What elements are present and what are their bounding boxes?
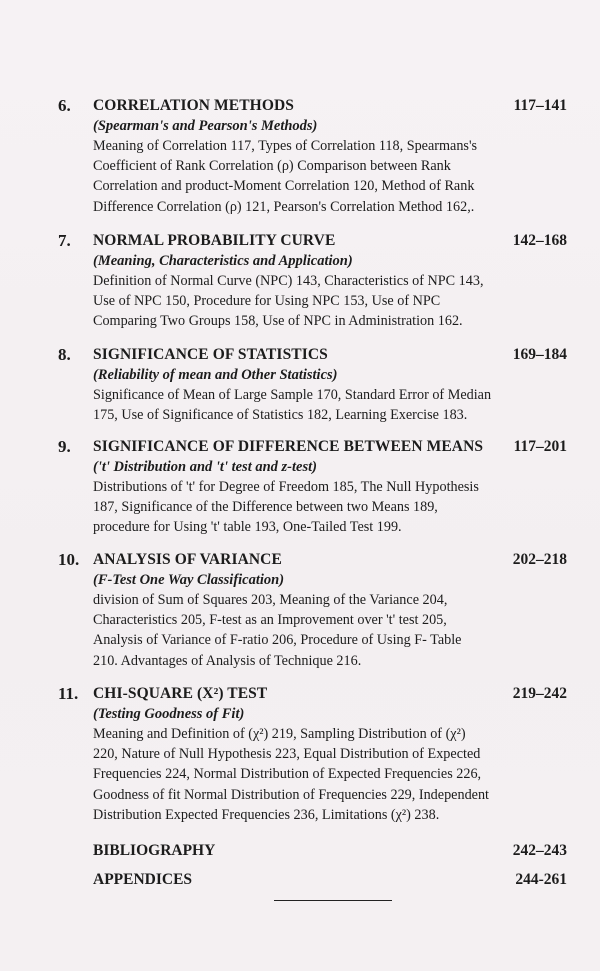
chapter-number: 8. <box>58 345 71 364</box>
appendices-title: APPENDICES <box>93 871 193 888</box>
description-line: 175, Use of Significance of Statistics 182, Learning Exercise 183. <box>93 407 468 424</box>
chapter-pages: 142–168 <box>512 232 567 249</box>
chapter-title: NORMAL PROBABILITY CURVE <box>93 232 336 249</box>
description-line: Distribution Expected Frequencies 236, Limitations (χ²) 238. <box>93 806 440 823</box>
chapter-subtitle: (Reliability of mean and Other Statistics) <box>93 367 338 383</box>
description-line: Meaning and Definition of (χ²) 219, Sampling Distribution of (χ²) <box>93 726 466 742</box>
bibliography-title: BIBLIOGRAPHY <box>93 842 216 859</box>
description-line: Significance of Mean of Large Sample 170, Standard Error of Median <box>93 387 492 403</box>
chapter-description <box>93 271 573 332</box>
chapter-number: 11. <box>58 684 79 703</box>
description-line: Analysis of Variance of F-ratio 206, Procedure of Using F- Table <box>93 632 462 649</box>
description-line: Comparing Two Groups 158, Use of NPC in Administration 162. <box>93 313 463 330</box>
chapter-description <box>93 477 573 538</box>
chapter-description <box>93 590 573 671</box>
chapter-title: SIGNIFICANCE OF DIFFERENCE BETWEEN MEANS <box>93 438 484 455</box>
chapter-title: CORRELATION METHODS <box>93 97 294 114</box>
chapter-pages: 219–242 <box>512 685 567 702</box>
chapter-title: CHI-SQUARE (Χ²) TEST <box>93 685 268 702</box>
chapter-number: 7. <box>58 231 71 250</box>
description-line: procedure for Using 't' table 193, One-Tailed Test 199. <box>93 519 402 536</box>
appendices-pages: 244-261 <box>515 871 567 888</box>
chapter-pages: 202–218 <box>512 551 567 568</box>
end-divider <box>274 900 392 901</box>
description-line: Frequencies 224, Normal Distribution of Expected Frequencies 226, <box>93 766 482 783</box>
description-line: Use of NPC 150, Procedure for Using NPC 153, Use of NPC <box>93 293 441 310</box>
chapter-number: 9. <box>58 437 71 456</box>
bibliography-pages: 242–243 <box>512 842 567 859</box>
chapter-pages: 117–201 <box>513 438 567 455</box>
chapter-subtitle: (F-Test One Way Classification) <box>93 572 285 588</box>
chapter-title: ANALYSIS OF VARIANCE <box>93 551 282 568</box>
chapter-number: 10. <box>58 550 80 569</box>
chapter-description <box>93 136 573 217</box>
description-line: 210. Advantages of Analysis of Technique 216. <box>93 652 362 669</box>
chapter-subtitle: (Spearman's and Pearson's Methods) <box>93 118 318 134</box>
description-line: division of Sum of Squares 203, Meaning of the Variance 204, <box>93 592 448 608</box>
description-line: Goodness of fit Normal Distribution of Frequencies 229, Independent <box>93 786 489 803</box>
chapter-pages: 117–141 <box>513 97 567 114</box>
description-line: Meaning of Correlation 117, Types of Correlation 118, Spearmans's <box>93 138 478 154</box>
chapter-description <box>93 724 573 825</box>
description-line: Difference Correlation (ρ) 121, Pearson's Correlation Method 162,. <box>93 198 475 215</box>
chapter-subtitle: (Testing Goodness of Fit) <box>93 706 245 722</box>
description-line: 187, Significance of the Difference between two Means 189, <box>93 499 438 516</box>
chapter-pages: 169–184 <box>512 346 567 363</box>
chapter-title: SIGNIFICANCE OF STATISTICS <box>93 346 328 363</box>
chapter-subtitle: (Meaning, Characteristics and Application) <box>93 253 353 269</box>
description-line: Definition of Normal Curve (NPC) 143, Characteristics of NPC 143, <box>93 273 484 289</box>
chapter-description <box>93 385 573 425</box>
description-line: Correlation and product-Moment Correlation 120, Method of Rank <box>93 178 475 195</box>
chapter-number: 6. <box>58 96 71 115</box>
chapter-subtitle: ('t' Distribution and 't' test and z-test) <box>93 459 317 475</box>
description-line: Characteristics 205, F-test as an Improvement over 't' test 205, <box>93 612 447 629</box>
description-line: Coefficient of Rank Correlation (ρ) Comparison between Rank <box>93 158 451 175</box>
description-line: 220, Nature of Null Hypothesis 223, Equal Distribution of Expected <box>93 746 481 763</box>
description-line: Distributions of 't' for Degree of Freedom 185, The Null Hypothesis <box>93 479 479 495</box>
